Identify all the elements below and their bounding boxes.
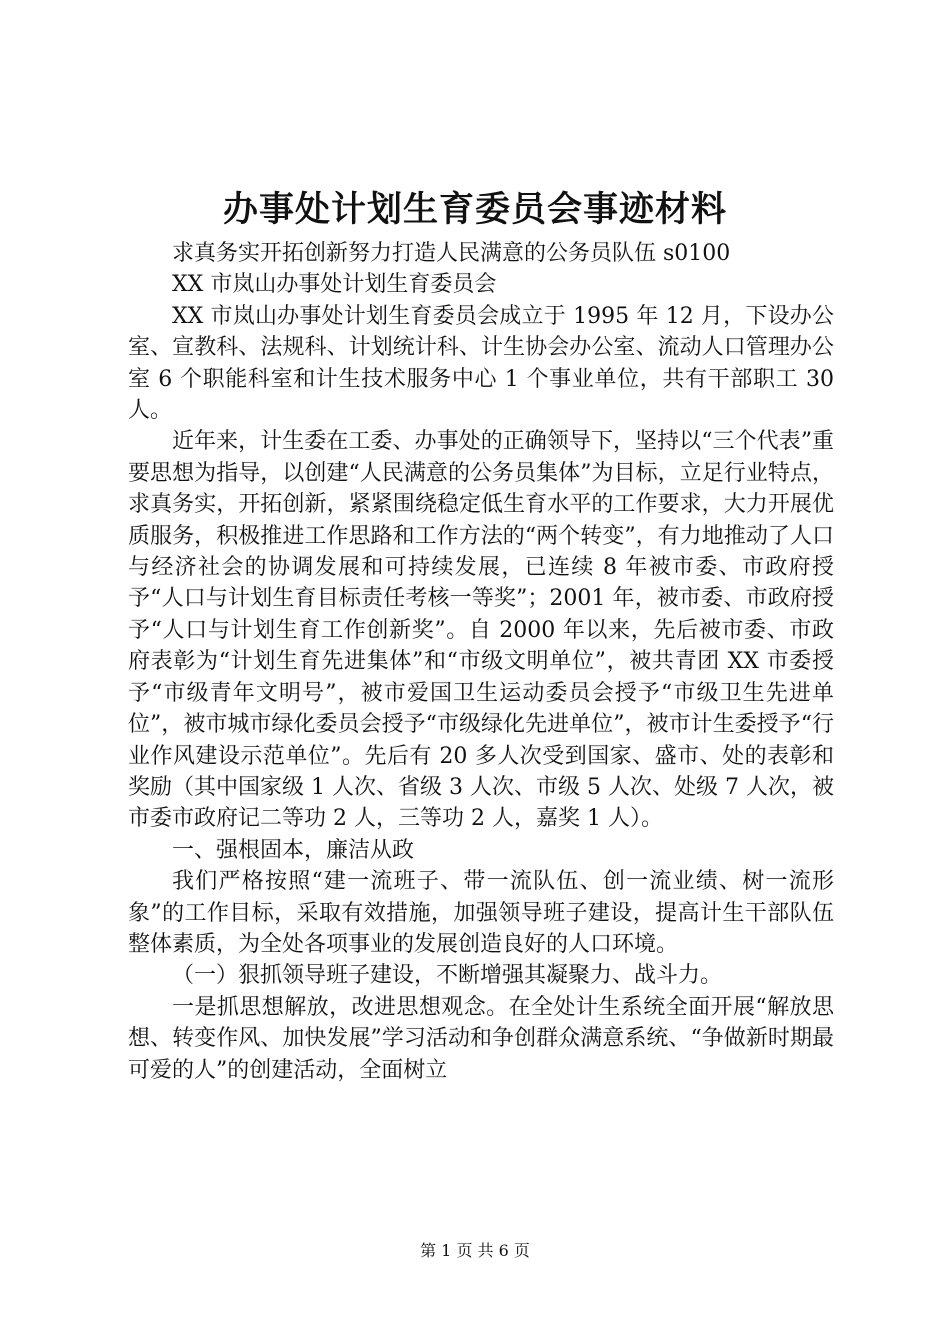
paragraph-intro: XX 市岚山办事处计划生育委员会成立于 1995 年 12 月，下设办公室、宣教科、法规科、计划统计科、计生协会办公室、流动人口管理办公室 6 个职能科室和计生技术服务中心 1 个事业单位，共有干部职工 30 人。: [128, 303, 834, 424]
document-body: [128, 238, 834, 1086]
subtitle-line: 求真务实开拓创新努力打造人民满意的公务员队伍 s0100: [172, 241, 731, 266]
paragraph-section-1: 我们严格按照“建一流班子、带一流队伍、创一流业绩、树一流形象”的工作目标，采取有效措施，加强领导班子建设，提高计生干部队伍整体素质，为全处各项事业的发展创造良好的人口环境。: [128, 869, 834, 957]
organization-line: XX 市岚山办事处计划生育委员会: [172, 272, 497, 298]
paragraph-achievements: 近年来，计生委在工委、办事处的正确领导下，坚持以“三个代表”重要思想为指导，以创建“人民满意的公务员集体”为目标，立足行业特点，求真务实，开拓创新，紧紧围绕稳定低生育水平的工作要求，大力开展优质服务，积极推进工作思路和工作方法的“两个转变”，有力地推动了人口与经济社会的协调发展和可持续发展，已连续 8 年被市委、市政府授予“人口与计划生育目标责任考核一等奖”；2001 年，被市委、市政府授予“人口与计划生育工作创新奖”。自 2000 年以来，先后被市委、市政府表彰为“计划生育先进集体”和“市级文明单位”，被共青团 XX 市委授予“市级青年文明号”，被市爱国卫生运动委员会授予“市级卫生先进单位”，被市城市绿化委员会授予“市级绿化先进单位”，被市计生委授予“行业作风建设示范单位”。先后有 20 多人次受到国家、盛市、处的表彰和奖励（其中国家级 1 人次、省级 3 人次、市级 5 人次、处级 7 人次，被市委市政府记二等功 2 人，三等功 2 人，嘉奖 1 人）。: [128, 429, 834, 832]
page-footer: 第 1 页 共 6 页: [420, 1241, 530, 1260]
subsection-heading-1: （一）狠抓领导班子建设，不断增强其凝聚力、战斗力。: [172, 963, 723, 989]
paragraph-subsection-1: 一是抓思想解放，改进思想观念。在全处计生系统全面开展“解放思想、转变作风、加快发展”学习活动和争创群众满意系统、“争做新时期最可爱的人”的创建活动，全面树立: [128, 994, 834, 1083]
section-heading-1: 一、强根固本，廉洁从政: [172, 837, 415, 863]
document-title: 办事处计划生育委员会事迹材料: [222, 189, 727, 230]
